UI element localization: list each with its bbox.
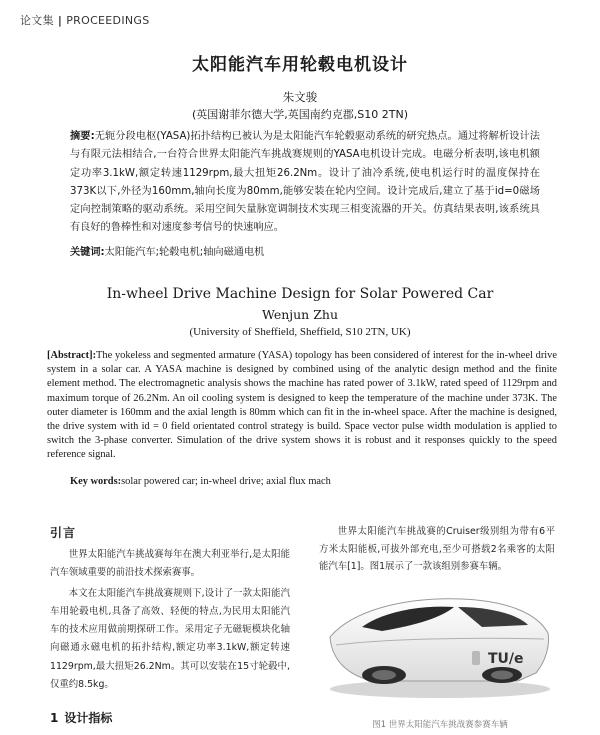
intro-right-column (319, 523, 555, 576)
paper-title-en: In-wheel Drive Machine Design for Solar Powered Car (106, 286, 494, 302)
header-separator: | (57, 14, 63, 27)
intro-paragraph: 本文在太阳能汽车挑战赛规则下,设计了一款太阳能汽车用轮毂电机,具备了高效、轻便的特点,为民用太阳能汽车的技术应用做前期探研工作。采用定子无磁轭模块化轴向磁通永磁电机的拓扑结构,额定功率3.1kW,额定转速1129rpm,最大扭矩26.2Nm。其可以安装在15寸轮毂中,仅重约8.5kg。 (50, 587, 290, 691)
section-heading-1 (50, 709, 112, 726)
car-logo-text: TU/e (488, 651, 524, 667)
abstract-cn-text: 无轭分段电枢(YASA)拓扑结构已被认为是太阳能汽车轮毂驱动系统的研究热点。通过将解析设计法与有限元法相结合,一台符合世界太阳能汽车挑战赛规则的YASA电机设计完成。电磁分析表明,该电机额定功率3.1kW,额定转速1129rpm,最大扭矩26.2Nm。设计了油冷系统,使电机运行时的温度保持在373K以下,外径为160mm,轴向长度为80mm,能够安装在轮内空间。设计完成后,建立了基于id=0磁场定向控制策略的驱动系统。采用空间矢量脉宽调制技术实现三相变流器的开关。仿真结果表明,该系统具有良好的鲁棒性和对速度参考信号的快速响应。 (70, 131, 540, 234)
affiliation-en: (University of Sheffield, Sheffield, S10 2TN, UK) (189, 326, 411, 338)
abstract-cn-label: 摘要: (70, 131, 95, 142)
abstract-en-label: [Abstract]: (47, 350, 97, 361)
author-cn: 朱文骏 (282, 90, 318, 104)
section-number: 1 (50, 711, 59, 725)
keywords-cn-text: 太阳能汽车;轮毂电机;轴向磁通电机 (104, 247, 265, 258)
header-section-cn: 论文集 (20, 14, 54, 27)
car-shadow (330, 680, 550, 698)
figure-caption: 图1 世界太阳能汽车挑战赛参赛车辆 (372, 720, 508, 730)
intro-left-column (50, 546, 290, 694)
intro-right-paragraph: 世界太阳能汽车挑战赛的Cruiser级别组为带有6平方米太阳能板,可拔外部充电,至少可搭载2名乘客的太阳能汽车[1]。图1展示了一款该组别参赛车辆。 (319, 526, 555, 573)
intro-paragraph: 世界太阳能汽车挑战赛每年在澳大利亚举行,是太阳能汽车领域重要的前沿技术探索赛事。 (50, 549, 290, 579)
keywords-en-label: Key words: (70, 476, 122, 487)
author-en: Wenjun Zhu (261, 307, 338, 322)
abstract-cn (70, 128, 540, 238)
section-heading-intro: 引言 (50, 526, 77, 540)
abstract-en-text: The yokeless and segmented armature (YASA) topology has been considered of interest for the in-wheel drive system in a solar car. A YASA machine is designed by combined using of the analytic design method and the finite element method. The electromagnetic analysis shows the machine has rated power of 3.1kW, rated speed of 1129rpm and maximum torque of 26.2Nm. An oil cooling system is designed to keep the temperature of the machine under 373K. The outer diameter is 160mm and the axial length is 80mm which can fit in the in-wheel space. After the machine is designed, the drive system with id = 0 field orientated control strategy is build. Space vector pulse width modulation is applied to switch the 3-phase converter. Simulation of the drive system shows it is robust and it responses quickly to the speed reference signal. (47, 350, 557, 461)
journal-header (20, 12, 150, 28)
solar-car-figure (322, 577, 554, 705)
car-rear-hub (491, 671, 513, 680)
keywords-cn-label: 关键词: (70, 247, 105, 258)
keywords-cn (70, 243, 540, 258)
section-title: 设计指标 (64, 711, 113, 725)
abstract-en (47, 349, 557, 463)
car-door-handle (472, 651, 480, 665)
keywords-en (70, 476, 560, 487)
paper-title-cn: 太阳能汽车用轮毂电机设计 (192, 55, 408, 75)
header-section-en: PROCEEDINGS (66, 14, 150, 27)
car-front-hub (372, 670, 396, 680)
keywords-en-text: solar powered car; in-wheel drive; axial flux mach (121, 476, 331, 487)
affiliation-cn: (英国谢菲尔德大学,英国南约克郡,S10 2TN) (192, 108, 408, 121)
